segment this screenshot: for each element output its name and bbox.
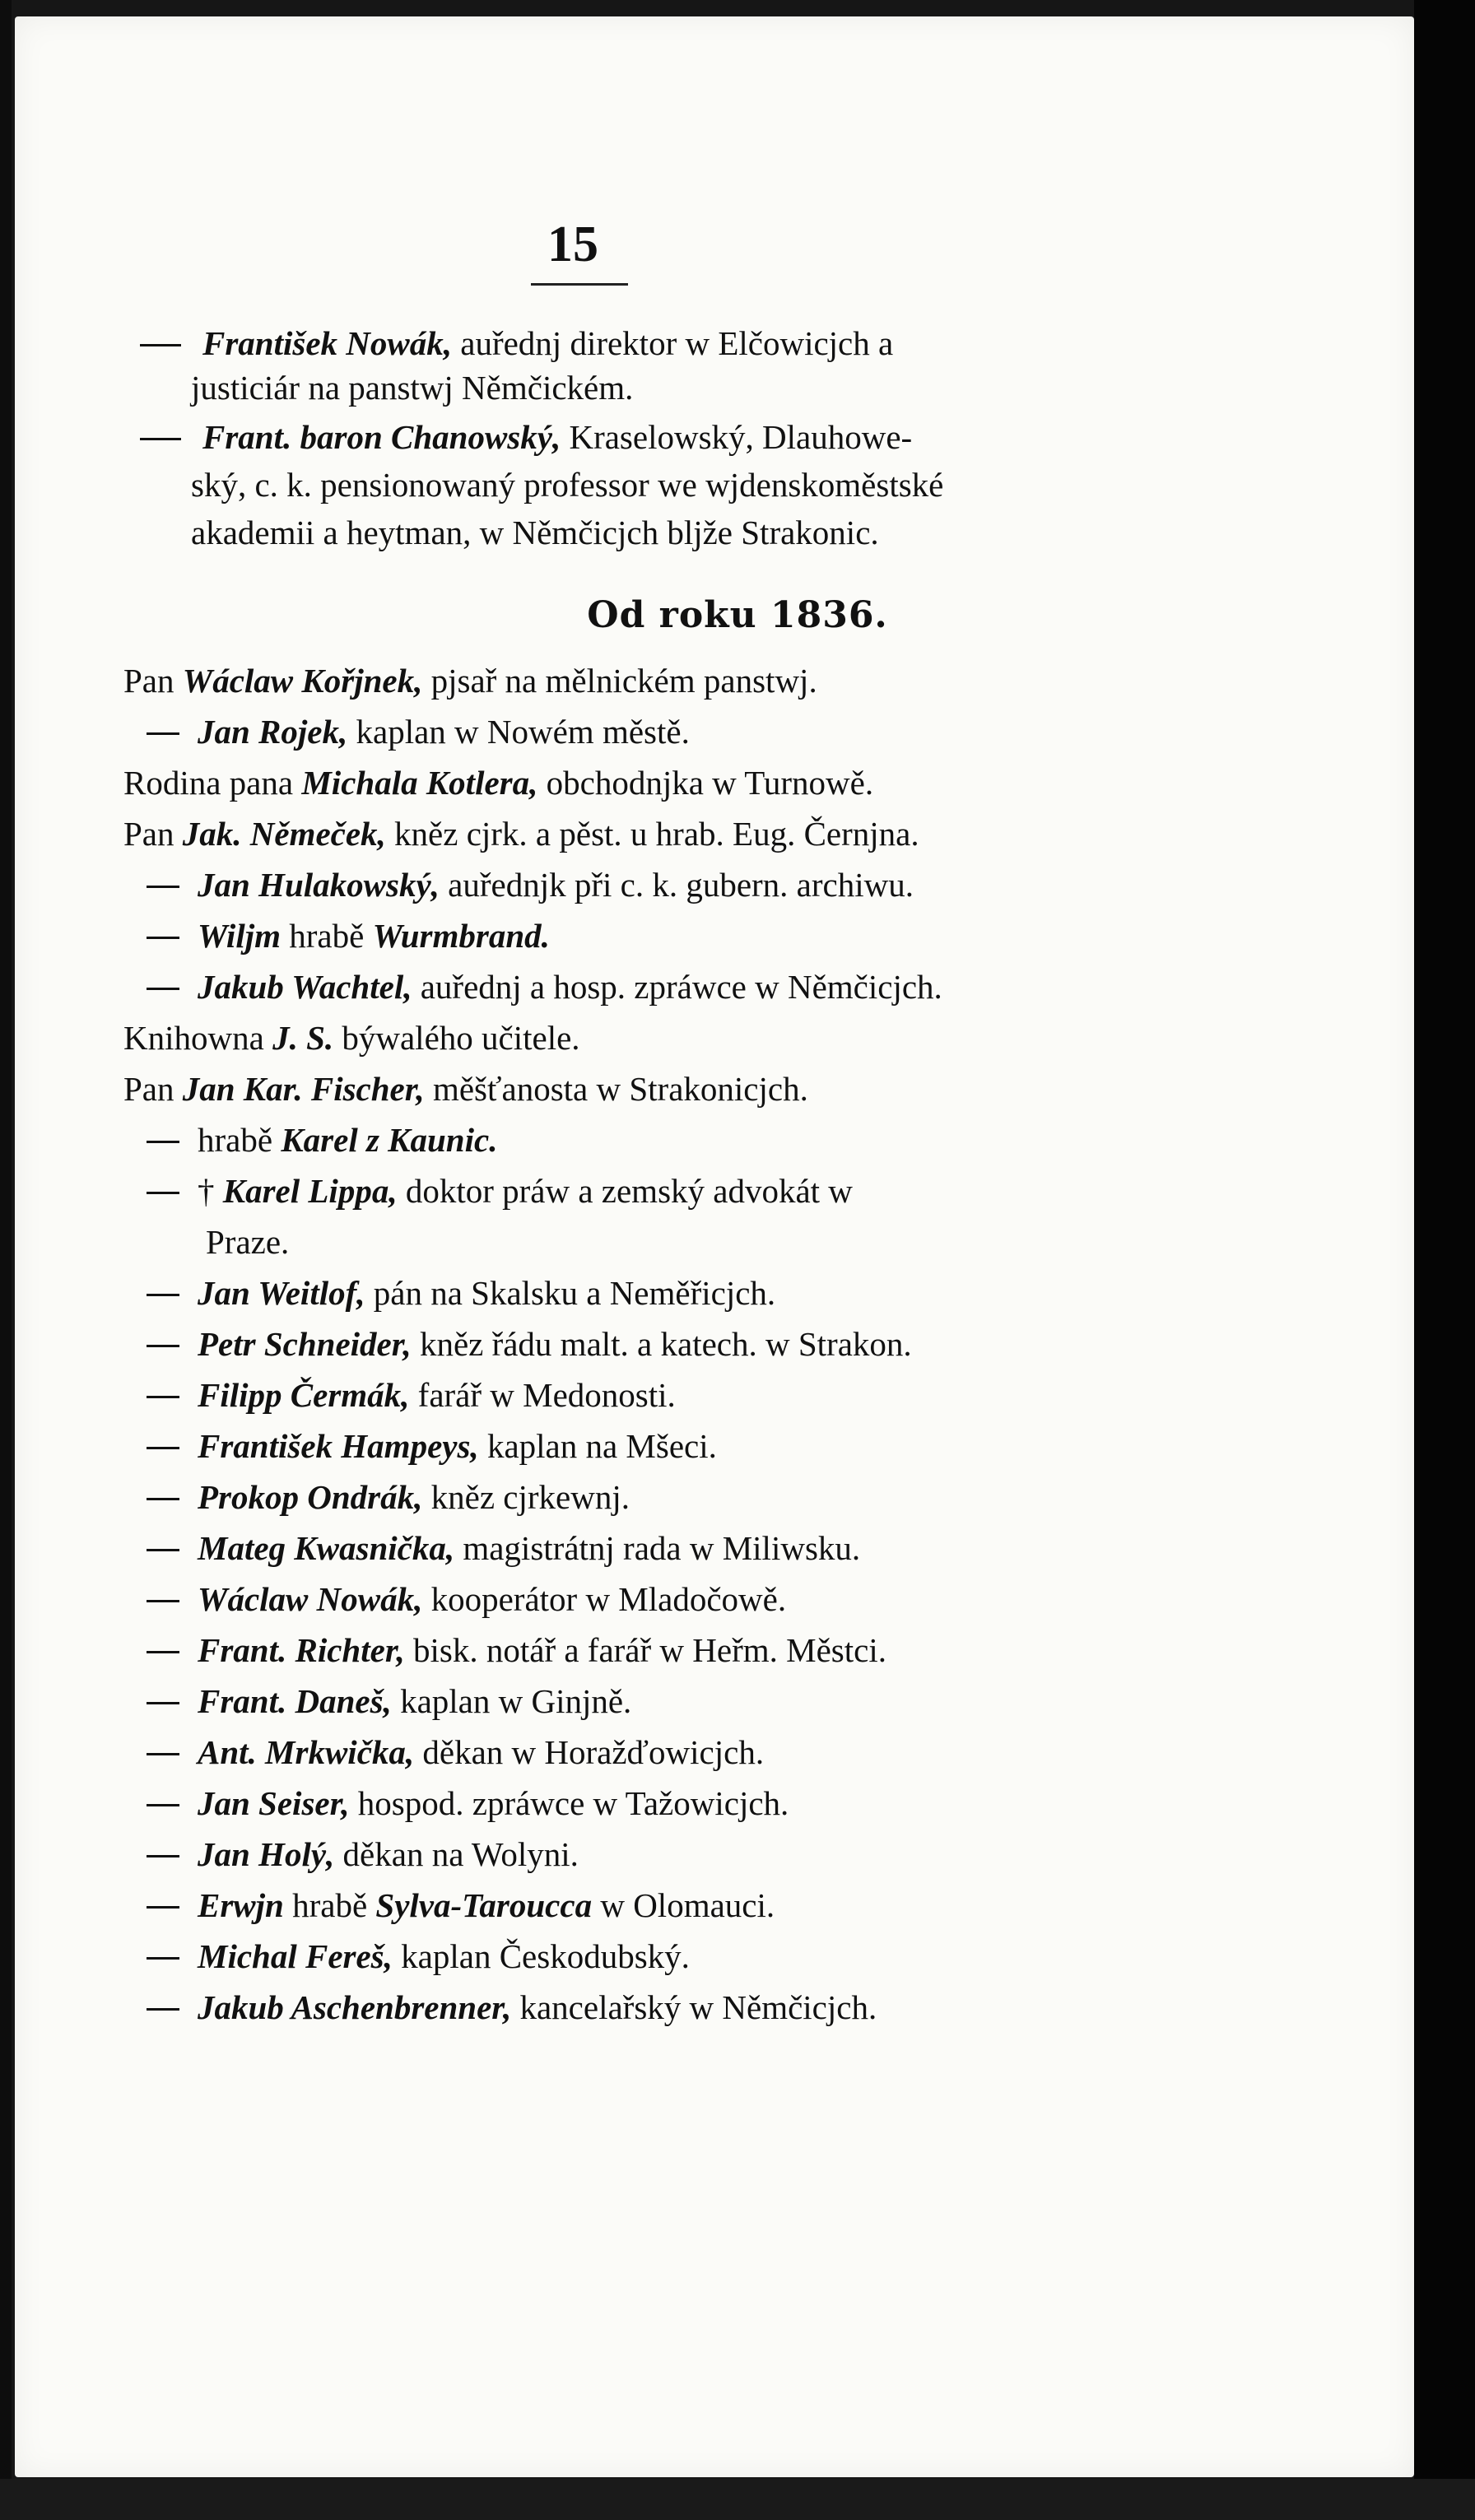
entry-name: Karel Lippa,	[222, 1172, 398, 1210]
entry-name: J. S.	[272, 1019, 334, 1057]
scan-left-edge	[0, 0, 12, 2520]
dash	[147, 1294, 179, 1296]
entry-name: Jan Weitlof,	[198, 1274, 365, 1312]
entry-text: auřednj direktor w Elčowicjch a	[452, 324, 894, 362]
entry-text: kněz cjrkewnj.	[422, 1478, 630, 1516]
entry-line	[147, 709, 690, 754]
entry-line	[123, 760, 873, 805]
dash	[147, 988, 179, 990]
entry-text: kněz cjrk. a pěst. u hrab. Eug. Černjna.	[385, 815, 919, 853]
entry-prefix: Pan	[123, 1070, 174, 1108]
section-heading: Od roku 1836.	[587, 594, 888, 636]
entry-name: Jakub Aschenbrenner,	[198, 1988, 512, 2026]
entry-prefix: Rodina pana	[123, 764, 294, 802]
entry-text: býwalého učitele.	[333, 1019, 580, 1057]
entry-name: Jak. Němeček,	[182, 815, 386, 853]
entry-name: Frant. baron Chanowský,	[202, 418, 561, 456]
entry-text: kaplan Českodubský.	[392, 1937, 690, 1975]
entry-text: hrabě	[283, 1886, 376, 1924]
dash	[147, 1447, 179, 1449]
entry-prefix: Pan	[123, 662, 174, 700]
entry-text: děkan na Wolyni.	[334, 1835, 579, 1873]
entry-name: Jan Seiser,	[198, 1784, 350, 1822]
entry-text: kaplan na Mšeci.	[478, 1427, 717, 1465]
entry-name: Jan Kar. Fischer,	[182, 1070, 425, 1108]
entry-name: František Nowák,	[202, 324, 452, 362]
entry-prefix: Pan	[123, 815, 174, 853]
scan-bottom-edge	[0, 2479, 1475, 2520]
entry-line	[147, 1679, 631, 1723]
entry-name: Wiljm	[198, 917, 281, 955]
entry-name: Ant. Mrkwička,	[198, 1733, 415, 1771]
entry-name: Wurmbrand.	[372, 917, 550, 955]
entry-text: kaplan w Nowém městě.	[347, 713, 690, 751]
entry-line	[147, 1271, 775, 1315]
dash	[147, 1345, 179, 1347]
entry-line	[147, 862, 914, 907]
entry-name: Filipp Čermák,	[198, 1376, 410, 1414]
entry-text: kancelařský w Němčicjch.	[511, 1988, 877, 2026]
entry-name: Jan Holý,	[198, 1835, 335, 1873]
dash	[140, 438, 181, 440]
entry-name: Sylva-Taroucca	[375, 1886, 593, 1924]
entry-line	[147, 1424, 717, 1468]
entry-line	[123, 1067, 808, 1111]
entry-name: Erwjn	[198, 1886, 284, 1924]
entry-line	[147, 1883, 775, 1927]
entry-text: w Olomauci.	[592, 1886, 775, 1924]
entry-text: děkan w Horažďowicjch.	[414, 1733, 765, 1771]
dash	[147, 1702, 179, 1704]
entry-text: měšťanosta w Strakonicjch.	[424, 1070, 808, 1108]
entry-line	[147, 965, 942, 1009]
entry-name: Jan Hulakowský,	[198, 866, 440, 904]
entry-text: hrabě	[281, 917, 373, 955]
entry-text: kaplan w Ginjně.	[391, 1682, 632, 1720]
dash	[147, 2008, 179, 2011]
entry-continuation: justiciár na panstwj Němčickém.	[191, 369, 634, 407]
page-number: 15	[547, 216, 598, 272]
entry-line	[147, 1985, 877, 2029]
entry-name: František Hampeys,	[198, 1427, 479, 1465]
entry-line	[140, 415, 912, 459]
entry-name: Wáclaw Kořjnek,	[182, 662, 423, 700]
entry-text: Kraselowský, Dlauhowe-	[561, 418, 913, 456]
entry-text: pjsař na mělnickém panstwj.	[422, 662, 817, 700]
entry-text: kněz řádu malt. a katech. w Strakon.	[411, 1325, 912, 1363]
dash	[147, 1906, 179, 1909]
page-number-rule	[531, 283, 628, 286]
entry-text: auřednj a hosp. zpráwce w Němčicjch.	[412, 968, 942, 1006]
entry-name: Wáclaw Nowák,	[198, 1580, 423, 1618]
entry-name: Michala Kotlera,	[301, 764, 538, 802]
entry-text: doktor práw a zemský advokát w	[397, 1172, 853, 1210]
entry-line	[147, 1526, 860, 1570]
entry-text: auřednjk při c. k. gubern. archiwu.	[439, 866, 914, 904]
entry-line	[147, 1730, 764, 1774]
dash	[147, 1753, 179, 1755]
entry-text: hrabě	[198, 1121, 282, 1159]
entry-text: pán na Skalsku a Neměřicjch.	[365, 1274, 776, 1312]
entry-line	[123, 1016, 580, 1060]
entry-line	[147, 1169, 853, 1213]
dash	[147, 937, 179, 939]
entry-text: hospod. zpráwce w Tažowicjch.	[349, 1784, 789, 1822]
entry-text: farář w Medonosti.	[409, 1376, 676, 1414]
dash	[147, 1396, 179, 1398]
dash	[147, 1957, 179, 1960]
entry-name: Frant. Richter,	[198, 1631, 405, 1669]
entry-continuation: akademii a heytman, w Němčicjch bljže Strakonic.	[191, 514, 879, 551]
entry-name: Mateg Kwasnička,	[198, 1529, 455, 1567]
entry-line	[147, 1577, 786, 1621]
entry-text: bisk. notář a farář w Heřm. Městci.	[404, 1631, 886, 1669]
dash	[147, 732, 179, 735]
entry-text: obchodnjka w Turnowě.	[537, 764, 874, 802]
entry-line	[147, 1628, 886, 1672]
entry-name: Frant. Daneš,	[198, 1682, 392, 1720]
entry-line	[123, 811, 919, 856]
dash	[147, 1855, 179, 1857]
entry-prefix: Knihowna	[123, 1019, 264, 1057]
entry-text: †	[198, 1172, 223, 1210]
dash	[147, 886, 179, 888]
entry-name: Petr Schneider,	[198, 1325, 412, 1363]
entry-name: Jakub Wachtel,	[198, 968, 412, 1006]
entry-line	[147, 914, 550, 958]
entry-text: magistrátnj rada w Miliwsku.	[454, 1529, 861, 1567]
dash	[147, 1498, 179, 1500]
entry-name: Karel z Kaunic.	[281, 1121, 498, 1159]
dash	[147, 1549, 179, 1551]
entry-line	[147, 1934, 690, 1978]
dash	[147, 1804, 179, 1806]
entry-line	[147, 1832, 579, 1876]
entry-name: Prokop Ondrák,	[198, 1478, 423, 1516]
entry-line	[123, 658, 817, 703]
entry-text: kooperátor w Mladočowě.	[422, 1580, 787, 1618]
entry-line	[147, 1781, 789, 1825]
dash	[147, 1651, 179, 1653]
entry-continuation: ský, c. k. pensionowaný professor we wjdenskoměstské	[191, 466, 944, 504]
dash	[140, 344, 181, 346]
entry-line	[147, 1322, 912, 1366]
dash	[147, 1192, 179, 1194]
entry-line	[147, 1118, 497, 1162]
scan-right-edge	[1414, 0, 1475, 2520]
entry-continuation: Praze.	[206, 1223, 290, 1261]
dash	[147, 1600, 179, 1602]
entry-name: Michal Fereš,	[198, 1937, 393, 1975]
dash	[147, 1141, 179, 1143]
entry-line	[147, 1373, 676, 1417]
entry-line	[147, 1475, 630, 1519]
entry-line	[140, 321, 893, 365]
entry-name: Jan Rojek,	[198, 713, 348, 751]
